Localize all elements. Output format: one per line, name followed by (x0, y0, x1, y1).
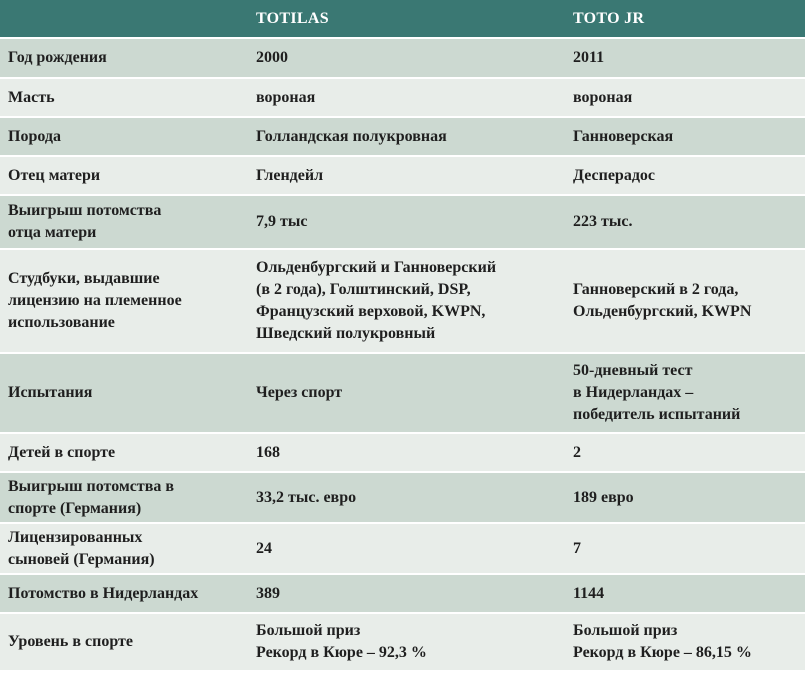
cell-text-line: Французский верховой, KWPN, (256, 303, 486, 320)
row-label (0, 195, 247, 249)
cell-text-line: Ганноверский в 2 года, (573, 281, 739, 298)
cell-text-line: Глендейл (256, 166, 324, 184)
cell-text-line: 24 (256, 539, 272, 557)
totilas-cell (247, 38, 564, 78)
cell-text-line: 7 (573, 539, 581, 557)
row-label (0, 613, 247, 671)
row-label (0, 433, 247, 472)
cell-text-line: Лицензированных (8, 528, 143, 546)
row-label (0, 78, 247, 117)
toto-jr-cell (564, 195, 805, 249)
cell-text-line: спорте (Германия) (8, 499, 142, 517)
cell-text-line: Через спорт (256, 384, 343, 401)
cell-text-line: отца матери (8, 224, 97, 241)
cell-text-line: в Нидерландах – (573, 384, 694, 401)
table-row (0, 472, 805, 523)
toto-jr-cell (564, 78, 805, 117)
cell-text-line: 50-дневный тест (573, 362, 693, 379)
table-row (0, 523, 805, 574)
cell-text-line: Потомство в Нидерландах (8, 584, 199, 602)
cell-text-line: 1144 (573, 584, 605, 602)
row-label (0, 353, 247, 433)
cell-text-line: победитель испытаний (573, 406, 741, 423)
cell-text-line: 2 (573, 443, 581, 461)
cell-text-line: Масть (8, 88, 55, 106)
cell-text-line: Студбуки, выдавшие (8, 270, 160, 287)
totilas-cell (247, 249, 564, 353)
toto-jr-cell (564, 433, 805, 472)
table-body (0, 38, 805, 671)
cell-text-line: использование (8, 314, 115, 331)
cell-text-line: Ольденбургский, KWPN (573, 303, 752, 320)
cell-text-line: Порода (8, 127, 61, 145)
cell-text-line: вороная (573, 88, 633, 106)
totilas-cell (247, 523, 564, 574)
cell-text-line: 389 (256, 584, 280, 602)
cell-text-line: Голландская полукровная (256, 127, 447, 145)
cell-text-line: Уровень в спорте (8, 633, 133, 650)
table-row (0, 156, 805, 195)
table-row (0, 195, 805, 249)
toto-jr-cell (564, 156, 805, 195)
header-row (0, 0, 805, 38)
cell-text-line: Рекорд в Кюре – 86,15 % (573, 644, 752, 661)
cell-text-line: Шведский полукровный (256, 325, 436, 342)
row-label (0, 117, 247, 156)
toto-jr-cell (564, 574, 805, 613)
table-row (0, 433, 805, 472)
header-totilas: TOTILAS (247, 0, 564, 38)
header-toto-jr: TOTO JR (564, 0, 805, 38)
cell-text-line: лицензию на племенное (8, 292, 182, 309)
cell-text-line: Десперадос (573, 166, 656, 184)
table-row (0, 249, 805, 353)
row-label (0, 249, 247, 353)
cell-text-line: 189 евро (573, 488, 634, 506)
cell-text-line: Ольденбургский и Ганноверский (256, 259, 497, 276)
cell-text-line: 2011 (573, 49, 605, 66)
toto-jr-cell (564, 353, 805, 433)
cell-text-line: 168 (256, 443, 280, 461)
cell-text-line: Испытания (8, 384, 93, 401)
table-row (0, 574, 805, 613)
cell-text-line: Отец матери (8, 166, 101, 184)
cell-text-line: Выигрыш потомства (8, 202, 162, 219)
row-label (0, 574, 247, 613)
cell-text-line: вороная (256, 88, 316, 106)
cell-text-line: Детей в спорте (8, 443, 116, 461)
header-empty-cell (0, 0, 247, 38)
row-label (0, 156, 247, 195)
cell-text-line: Год рождения (8, 49, 107, 66)
cell-text-line: 7,9 тыс (256, 213, 308, 230)
row-label (0, 523, 247, 574)
totilas-cell (247, 195, 564, 249)
toto-jr-cell (564, 38, 805, 78)
totilas-cell (247, 353, 564, 433)
toto-jr-cell (564, 613, 805, 671)
toto-jr-cell (564, 472, 805, 523)
cell-text-line: 2000 (256, 49, 288, 66)
totilas-cell (247, 433, 564, 472)
cell-text-line: 33,2 тыс. евро (256, 488, 357, 506)
totilas-cell (247, 156, 564, 195)
row-label (0, 472, 247, 523)
cell-text-line: Выигрыш потомства в (8, 477, 175, 495)
row-label (0, 38, 247, 78)
table-row (0, 117, 805, 156)
cell-text-line: Большой приз (573, 622, 678, 639)
cell-text-line: сыновей (Германия) (8, 550, 155, 568)
cell-text-line: (в 2 года), Голштинский, DSP, (256, 281, 471, 298)
table-row (0, 353, 805, 433)
table-row (0, 78, 805, 117)
toto-jr-cell (564, 117, 805, 156)
table-row (0, 38, 805, 78)
toto-jr-cell (564, 249, 805, 353)
totilas-cell (247, 117, 564, 156)
toto-jr-cell (564, 523, 805, 574)
cell-text-line: Ганноверская (573, 127, 674, 145)
totilas-cell (247, 78, 564, 117)
totilas-cell (247, 472, 564, 523)
table-row (0, 613, 805, 671)
totilas-cell (247, 574, 564, 613)
cell-text-line: Большой приз (256, 622, 361, 639)
totilas-cell (247, 613, 564, 671)
cell-text-line: Рекорд в Кюре – 92,3 % (256, 644, 427, 661)
cell-text-line: 223 тыс. (573, 213, 633, 230)
